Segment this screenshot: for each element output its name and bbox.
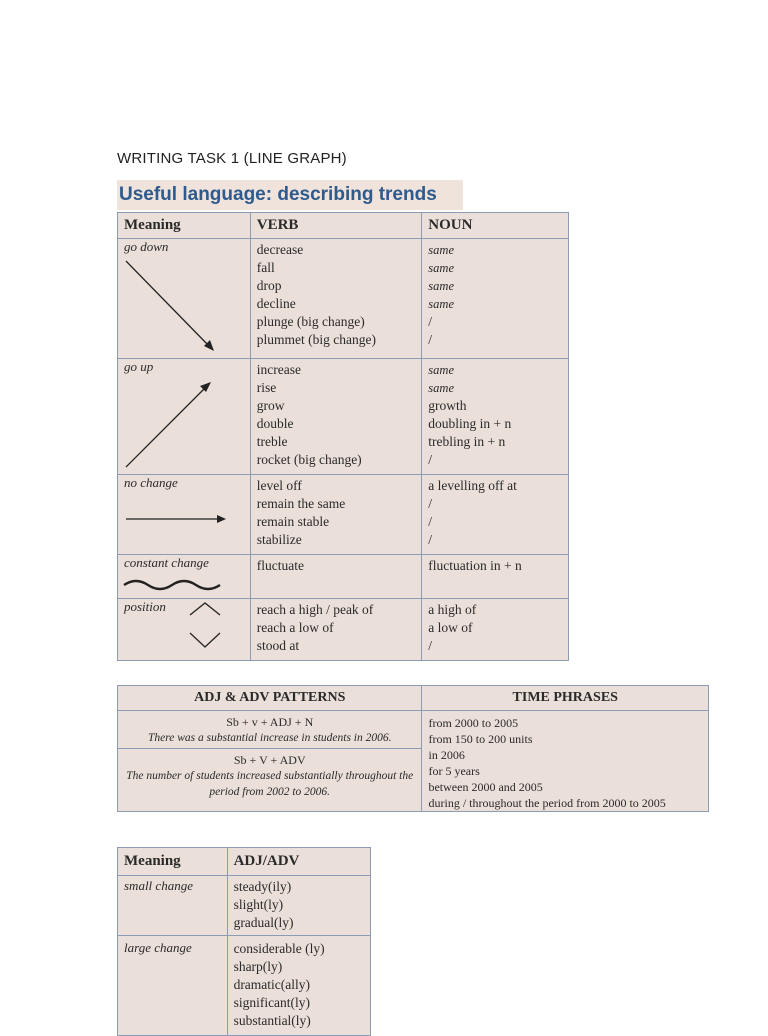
- verb-item: stood at: [256, 638, 300, 653]
- verb-item: remain stable: [256, 514, 330, 529]
- patterns-header-row: [118, 686, 709, 711]
- peak-trough-icon: [118, 599, 251, 661]
- verb-item: remain the same: [256, 496, 346, 511]
- adj-adv-table: [117, 847, 371, 1036]
- arrow-right-icon: [118, 475, 251, 555]
- meaning-cell: [118, 555, 251, 599]
- meaning-label: go up: [124, 359, 154, 374]
- table-row: [118, 475, 569, 555]
- table-row: [118, 359, 569, 475]
- noun-cell: [422, 475, 569, 555]
- noun-item: /: [428, 638, 433, 653]
- word-item: considerable (ly): [233, 941, 325, 956]
- meaning-label: go down: [124, 239, 169, 254]
- section-banner: Useful language: describing trends: [117, 180, 463, 210]
- pattern-example: There was a substantial increase in students in 2006.: [147, 732, 392, 744]
- table-row: [118, 555, 569, 599]
- verb-cell: [250, 555, 422, 599]
- noun-item: /: [428, 532, 433, 547]
- verb-item: double: [256, 416, 294, 431]
- noun-item: /: [428, 452, 433, 467]
- word-item: steady(ily): [233, 879, 292, 894]
- meaning-label: constant change: [124, 555, 209, 570]
- noun-cell: [422, 599, 569, 661]
- noun-item: same: [428, 261, 454, 275]
- noun-cell: [422, 239, 569, 359]
- adj-header-row: [118, 848, 371, 876]
- meaning-label: no change: [124, 475, 178, 490]
- verb-item: decline: [256, 296, 296, 311]
- noun-item: same: [428, 297, 454, 311]
- verb-item: rocket (big change): [256, 452, 362, 467]
- noun-item: trebling in + n: [428, 434, 506, 449]
- trends-table: [117, 212, 569, 661]
- noun-item: a low of: [428, 620, 473, 635]
- meaning-cell: [118, 876, 228, 936]
- header-time-phrases: TIME PHRASES: [422, 686, 709, 711]
- time-phrases-cell: [422, 711, 709, 812]
- noun-item: /: [428, 332, 433, 347]
- time-phrase: for 5 years: [428, 764, 480, 778]
- header-verb: VERB: [250, 213, 422, 239]
- verb-item: treble: [256, 434, 288, 449]
- header-noun: NOUN: [422, 213, 569, 239]
- pattern-example: The number of students increased substantially throughout the period from 2002 to 2006.: [126, 770, 414, 798]
- noun-item: growth: [428, 398, 467, 413]
- noun-cell: [422, 359, 569, 475]
- trends-header-row: [118, 213, 569, 239]
- time-phrase: during / throughout the period from 2000 to 2005: [428, 796, 666, 810]
- verb-item: rise: [256, 380, 277, 395]
- verb-item: fall: [256, 260, 275, 275]
- arrow-up-right-icon: [118, 359, 251, 475]
- meaning-label: small change: [124, 878, 193, 893]
- verb-item: fluctuate: [256, 558, 304, 573]
- word-item: significant(ly): [233, 995, 311, 1010]
- verb-item: decrease: [256, 242, 304, 257]
- noun-item: /: [428, 314, 433, 329]
- table-row: [118, 599, 569, 661]
- noun-item: same: [428, 363, 454, 377]
- verb-item: plummet (big change): [256, 332, 376, 347]
- noun-item: same: [428, 279, 454, 293]
- wave-icon: [118, 555, 251, 599]
- table-row: [118, 876, 371, 936]
- header-adj-adv: ADJ/ADV: [227, 848, 370, 876]
- word-item: slight(ly): [233, 897, 284, 912]
- meaning-cell: [118, 475, 251, 555]
- word-item: sharp(ly): [233, 959, 283, 974]
- noun-item: /: [428, 514, 433, 529]
- verb-item: stabilize: [256, 532, 302, 547]
- noun-item: doubling in + n: [428, 416, 512, 431]
- pattern-block: [118, 711, 421, 749]
- meaning-label: large change: [124, 940, 192, 955]
- arrow-down-right-icon: [118, 239, 251, 359]
- words-cell: [227, 876, 370, 936]
- verb-item: increase: [256, 362, 301, 377]
- time-phrase: between 2000 and 2005: [428, 780, 543, 794]
- header-meaning: Meaning: [118, 848, 228, 876]
- verb-item: level off: [256, 478, 302, 493]
- noun-item: same: [428, 381, 454, 395]
- patterns-table: [117, 685, 709, 812]
- word-item: substantial(ly): [233, 1013, 311, 1028]
- meaning-cell: [118, 599, 251, 661]
- header-meaning: Meaning: [118, 213, 251, 239]
- noun-item: a levelling off at: [428, 478, 517, 493]
- patterns-cell: [118, 711, 422, 812]
- page-heading: WRITING TASK 1 (LINE GRAPH): [117, 150, 347, 167]
- pattern-formula: Sb + V + ADV: [233, 753, 306, 767]
- time-phrase: from 150 to 200 units: [428, 732, 533, 746]
- verb-item: reach a high / peak of: [256, 602, 374, 617]
- table-row: [118, 711, 709, 812]
- time-phrase: in 2006: [428, 748, 465, 762]
- word-item: dramatic(ally): [233, 977, 311, 992]
- meaning-cell: [118, 936, 228, 1036]
- verb-cell: [250, 599, 422, 661]
- noun-item: a high of: [428, 602, 477, 617]
- verb-cell: [250, 239, 422, 359]
- header-adj-adv-patterns: ADJ & ADV PATTERNS: [118, 686, 422, 711]
- verb-item: reach a low of: [256, 620, 334, 635]
- verb-cell: [250, 475, 422, 555]
- noun-item: fluctuation in + n: [428, 558, 522, 573]
- verb-item: drop: [256, 278, 282, 293]
- table-row: [118, 936, 371, 1036]
- verb-item: plunge (big change): [256, 314, 365, 329]
- pattern-block: [118, 749, 421, 804]
- verb-cell: [250, 359, 422, 475]
- noun-item: same: [428, 243, 454, 257]
- meaning-cell: [118, 239, 251, 359]
- pattern-formula: Sb + v + ADJ + N: [226, 715, 314, 729]
- table-row: [118, 239, 569, 359]
- meaning-label: position: [124, 599, 166, 614]
- word-item: gradual(ly): [233, 915, 294, 930]
- meaning-cell: [118, 359, 251, 475]
- time-phrase: from 2000 to 2005: [428, 716, 519, 730]
- noun-cell: [422, 555, 569, 599]
- verb-item: grow: [256, 398, 285, 413]
- words-cell: [227, 936, 370, 1036]
- noun-item: /: [428, 496, 433, 511]
